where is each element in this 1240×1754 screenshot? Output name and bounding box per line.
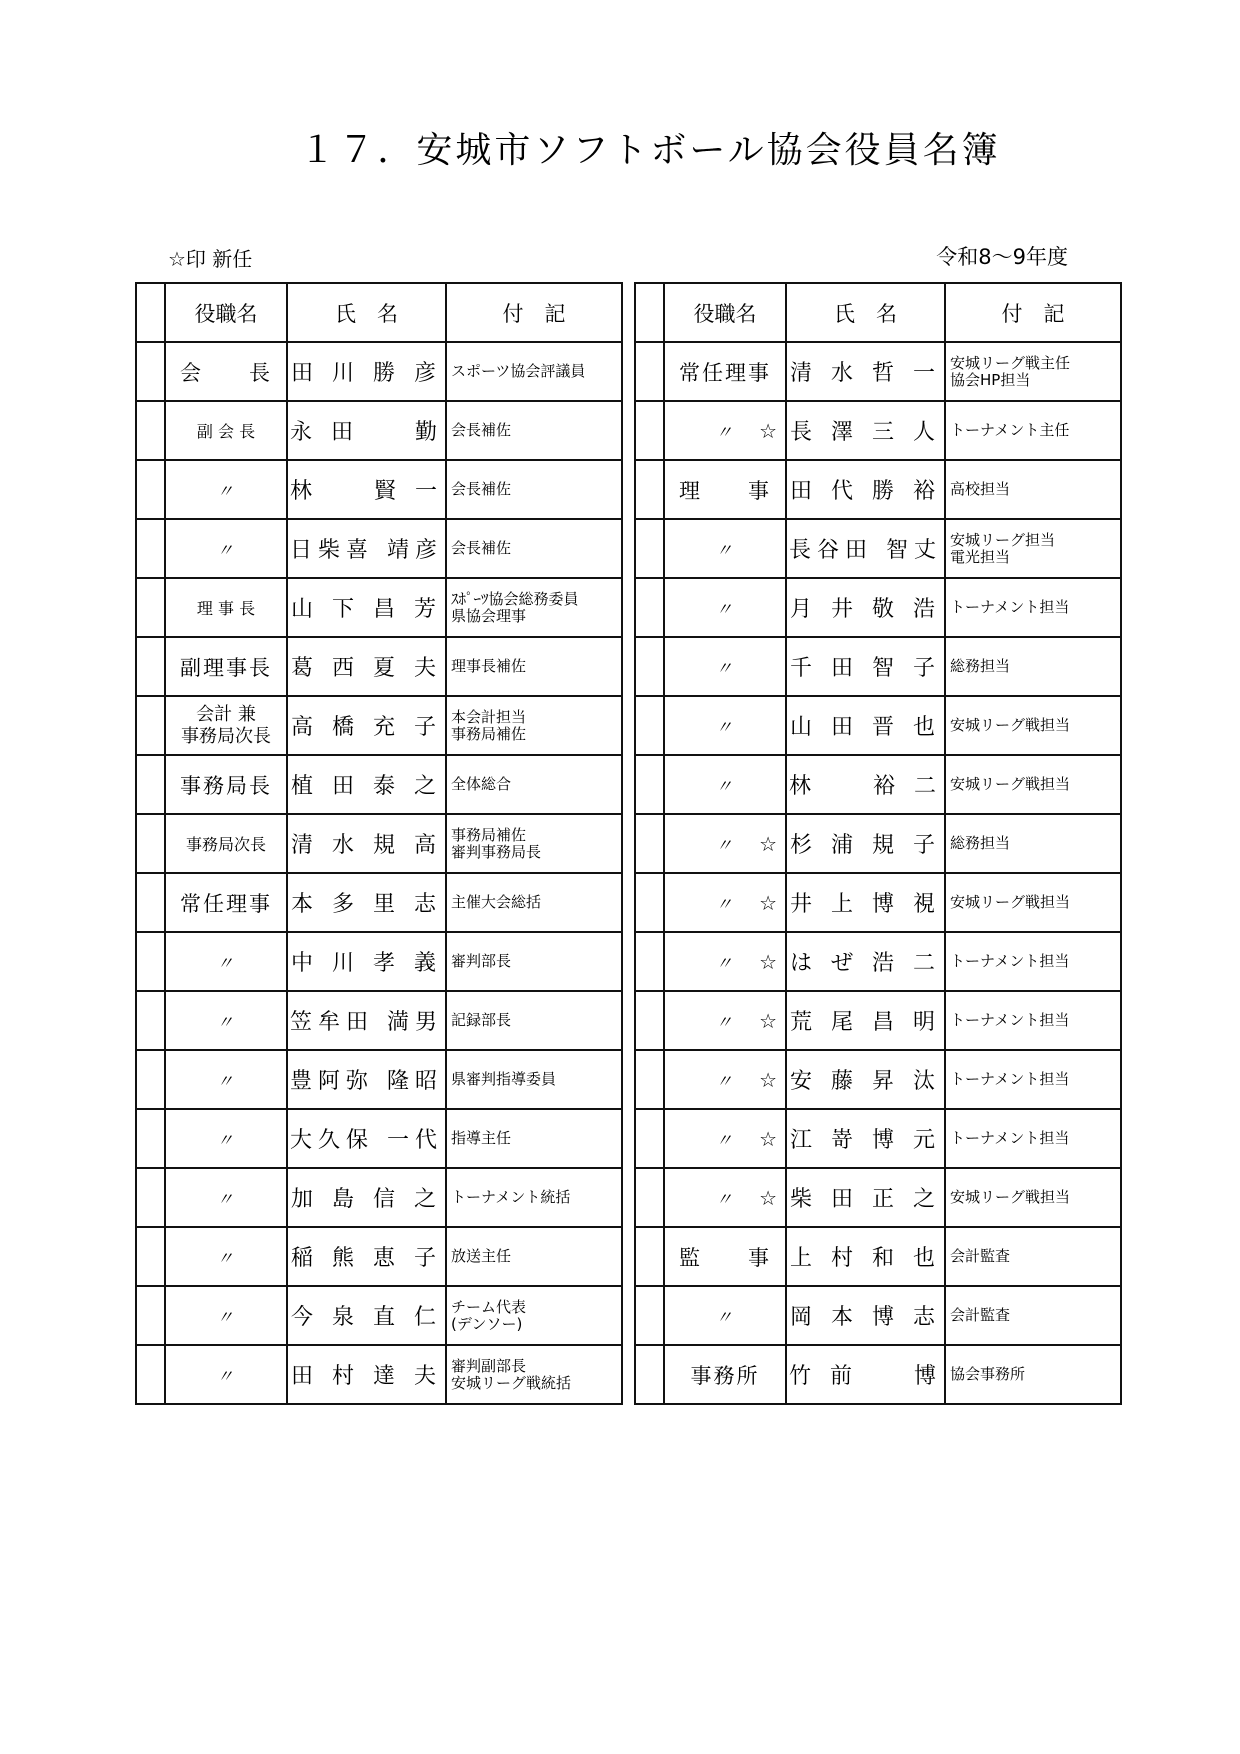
table-row xyxy=(136,578,622,637)
role-text: 〃 xyxy=(715,1013,735,1033)
blank-cell xyxy=(136,755,165,814)
new-appointee-star-icon: ☆ xyxy=(759,1008,779,1033)
role-cell xyxy=(165,755,287,814)
role-text: 理 事 xyxy=(679,478,771,503)
role-cell xyxy=(664,755,786,814)
name-cell: 植 田 泰 之 xyxy=(287,755,446,814)
role-text: 〃 xyxy=(715,541,735,561)
role-cell xyxy=(165,1345,287,1404)
table-row xyxy=(136,1109,622,1168)
role-cell xyxy=(165,578,287,637)
name-cell: 長 澤 三 人 xyxy=(786,401,945,460)
role-cell xyxy=(664,1286,786,1345)
role-text: 〃 xyxy=(715,1072,735,1092)
role-text: 理 事 長 xyxy=(196,599,256,618)
role-cell xyxy=(664,1227,786,1286)
remark-cell: 本会計担当 事務局補佐 xyxy=(446,696,622,755)
role-cell xyxy=(165,1050,287,1109)
role-text: 〃 xyxy=(216,1013,236,1033)
role-cell xyxy=(664,1168,786,1227)
role-cell xyxy=(165,814,287,873)
role-cell xyxy=(664,873,786,932)
new-appointee-star-icon: ☆ xyxy=(759,418,779,443)
role-text: 〃 xyxy=(715,777,735,797)
header-remark: 付 記 xyxy=(945,283,1121,342)
roster-table-left xyxy=(135,282,623,1405)
role-text: 〃 xyxy=(216,482,236,502)
blank-cell xyxy=(136,1050,165,1109)
role-cell xyxy=(664,342,786,401)
remark-cell: 会計監査 xyxy=(945,1286,1121,1345)
role-cell xyxy=(165,1168,287,1227)
remark-cell: 放送主任 xyxy=(446,1227,622,1286)
fiscal-year: 令和8～9年度 xyxy=(936,245,1068,269)
role-cell xyxy=(165,519,287,578)
role-cell xyxy=(664,460,786,519)
blank-cell xyxy=(635,578,664,637)
name-cell: 林 賢 一 xyxy=(287,460,446,519)
roster-table-right xyxy=(634,282,1122,1405)
table-row xyxy=(136,1168,622,1227)
name-cell: 田 代 勝 裕 xyxy=(786,460,945,519)
name-cell: 大久保 一代 xyxy=(287,1109,446,1168)
table-row xyxy=(635,814,1121,873)
blank-cell xyxy=(635,1227,664,1286)
blank-cell xyxy=(635,696,664,755)
role-text: 〃 xyxy=(216,1131,236,1151)
name-cell: 長谷田 智丈 xyxy=(786,519,945,578)
blank-cell xyxy=(635,814,664,873)
role-text: 〃 xyxy=(216,1072,236,1092)
table-row xyxy=(635,578,1121,637)
blank-cell xyxy=(136,637,165,696)
table-row xyxy=(136,342,622,401)
table-row xyxy=(635,401,1121,460)
name-cell: 葛 西 夏 夫 xyxy=(287,637,446,696)
blank-cell xyxy=(635,1286,664,1345)
role-cell xyxy=(165,1227,287,1286)
remark-cell: 安城リーグ戦担当 xyxy=(945,755,1121,814)
blank-cell xyxy=(136,519,165,578)
remark-cell: スポーツ協会評議員 xyxy=(446,342,622,401)
role-text: 会計 兼 事務局次長 xyxy=(181,703,271,747)
remark-cell: トーナメント統括 xyxy=(446,1168,622,1227)
role-cell xyxy=(664,519,786,578)
blank-cell xyxy=(136,696,165,755)
role-cell xyxy=(664,814,786,873)
blank-cell xyxy=(136,1109,165,1168)
name-cell: 田 村 達 夫 xyxy=(287,1345,446,1404)
blank-cell xyxy=(136,1168,165,1227)
name-cell: 稲 熊 恵 子 xyxy=(287,1227,446,1286)
table-row xyxy=(635,1050,1121,1109)
table-row xyxy=(635,637,1121,696)
table-row xyxy=(635,1227,1121,1286)
blank-cell xyxy=(635,873,664,932)
blank-cell xyxy=(635,1168,664,1227)
name-cell: 柴 田 正 之 xyxy=(786,1168,945,1227)
blank-header-cell xyxy=(635,283,664,342)
role-cell xyxy=(664,932,786,991)
table-row xyxy=(136,814,622,873)
remark-cell: 県審判指導委員 xyxy=(446,1050,622,1109)
name-cell: 永 田 勤 xyxy=(287,401,446,460)
new-appointee-star-icon: ☆ xyxy=(759,1126,779,1151)
table-row xyxy=(136,873,622,932)
header-role: 役職名 xyxy=(664,283,786,342)
role-text: 〃 xyxy=(715,1308,735,1328)
name-cell: 井 上 博 視 xyxy=(786,873,945,932)
remark-cell: 会長補佐 xyxy=(446,460,622,519)
role-text: 〃 xyxy=(216,1308,236,1328)
table-row xyxy=(635,519,1121,578)
remark-cell: 会計監査 xyxy=(945,1227,1121,1286)
role-text: 〃 xyxy=(715,1131,735,1151)
role-cell xyxy=(165,637,287,696)
name-cell: 月 井 敬 浩 xyxy=(786,578,945,637)
remark-cell: トーナメント担当 xyxy=(945,578,1121,637)
name-cell: 岡 本 博 志 xyxy=(786,1286,945,1345)
table-row xyxy=(635,1168,1121,1227)
new-appointee-star-icon: ☆ xyxy=(759,949,779,974)
table-row xyxy=(136,1286,622,1345)
blank-cell xyxy=(635,755,664,814)
role-cell xyxy=(165,932,287,991)
blank-cell xyxy=(635,1345,664,1404)
remark-cell: 会長補佐 xyxy=(446,519,622,578)
remark-cell: 会長補佐 xyxy=(446,401,622,460)
role-cell xyxy=(664,696,786,755)
role-cell xyxy=(165,1286,287,1345)
blank-cell xyxy=(635,991,664,1050)
remark-cell: チーム代表 (デンソー) xyxy=(446,1286,622,1345)
table-row xyxy=(136,932,622,991)
remark-cell: トーナメント担当 xyxy=(945,932,1121,991)
blank-cell xyxy=(136,1286,165,1345)
name-cell: 江 嵜 博 元 xyxy=(786,1109,945,1168)
header-name: 氏 名 xyxy=(287,283,446,342)
name-cell: 田 川 勝 彦 xyxy=(287,342,446,401)
blank-cell xyxy=(136,873,165,932)
role-text: 事務所 xyxy=(690,1363,760,1388)
new-appointee-star-icon: ☆ xyxy=(759,831,779,856)
role-text: 常任理事 xyxy=(679,360,771,385)
name-cell: 杉 浦 規 子 xyxy=(786,814,945,873)
name-cell: 高 橋 充 子 xyxy=(287,696,446,755)
name-cell: 安 藤 昇 汰 xyxy=(786,1050,945,1109)
table-row xyxy=(136,460,622,519)
table-row xyxy=(635,991,1121,1050)
role-text: 〃 xyxy=(715,659,735,679)
blank-cell xyxy=(635,637,664,696)
table-row xyxy=(635,460,1121,519)
role-cell xyxy=(664,1345,786,1404)
table-header-row xyxy=(136,283,622,342)
role-cell xyxy=(664,578,786,637)
name-cell: 日柴喜 靖彦 xyxy=(287,519,446,578)
role-text: 副理事長 xyxy=(180,655,272,680)
role-cell xyxy=(165,460,287,519)
role-text: 〃 xyxy=(715,423,735,443)
name-cell: 今 泉 直 仁 xyxy=(287,1286,446,1345)
table-row xyxy=(136,1345,622,1404)
role-cell xyxy=(664,1050,786,1109)
name-cell: 千 田 智 子 xyxy=(786,637,945,696)
new-appointee-star-icon: ☆ xyxy=(759,1185,779,1210)
blank-cell xyxy=(136,401,165,460)
remark-cell: 協会事務所 xyxy=(945,1345,1121,1404)
blank-cell xyxy=(635,519,664,578)
name-cell: は ぜ 浩 二 xyxy=(786,932,945,991)
name-cell: 本 多 里 志 xyxy=(287,873,446,932)
remark-cell: ｽﾎﾟｰﾂ協会総務委員 県協会理事 xyxy=(446,578,622,637)
role-text: 〃 xyxy=(216,1367,236,1387)
name-cell: 笠牟田 満男 xyxy=(287,991,446,1050)
remark-cell: トーナメント担当 xyxy=(945,1050,1121,1109)
table-row xyxy=(136,1050,622,1109)
table-row xyxy=(136,401,622,460)
name-cell: 上 村 和 也 xyxy=(786,1227,945,1286)
table-row xyxy=(635,1345,1121,1404)
name-cell: 林 裕 二 xyxy=(786,755,945,814)
table-row xyxy=(136,519,622,578)
remark-cell: 安城リーグ戦担当 xyxy=(945,873,1121,932)
remark-cell: 安城リーグ戦担当 xyxy=(945,1168,1121,1227)
role-text: 〃 xyxy=(715,718,735,738)
blank-cell xyxy=(136,460,165,519)
remark-cell: 指導主任 xyxy=(446,1109,622,1168)
role-text: 〃 xyxy=(715,836,735,856)
remark-cell: 高校担当 xyxy=(945,460,1121,519)
remark-cell: 安城リーグ担当 電光担当 xyxy=(945,519,1121,578)
header-remark: 付 記 xyxy=(446,283,622,342)
blank-cell xyxy=(635,342,664,401)
remark-cell: 審判部長 xyxy=(446,932,622,991)
remark-cell: トーナメント主任 xyxy=(945,401,1121,460)
blank-cell xyxy=(635,932,664,991)
name-cell: 加 島 信 之 xyxy=(287,1168,446,1227)
name-cell: 山 下 昌 芳 xyxy=(287,578,446,637)
new-appointee-star-icon: ☆ xyxy=(759,890,779,915)
role-cell xyxy=(664,991,786,1050)
remark-cell: 理事長補佐 xyxy=(446,637,622,696)
role-text: 〃 xyxy=(216,541,236,561)
table-row xyxy=(635,342,1121,401)
role-cell xyxy=(165,696,287,755)
role-text: 〃 xyxy=(715,895,735,915)
role-text: 常任理事 xyxy=(180,891,272,916)
table-row xyxy=(635,873,1121,932)
name-cell: 山 田 晋 也 xyxy=(786,696,945,755)
blank-cell xyxy=(136,342,165,401)
role-text: 〃 xyxy=(715,1190,735,1210)
role-cell xyxy=(664,401,786,460)
blank-cell xyxy=(136,991,165,1050)
remark-cell: トーナメント担当 xyxy=(945,991,1121,1050)
table-row xyxy=(635,1109,1121,1168)
blank-cell xyxy=(136,932,165,991)
role-cell xyxy=(165,401,287,460)
header-name: 氏 名 xyxy=(786,283,945,342)
remark-cell: 総務担当 xyxy=(945,637,1121,696)
remark-cell: 総務担当 xyxy=(945,814,1121,873)
table-row xyxy=(136,1227,622,1286)
remark-cell: 安城リーグ戦主任 協会HP担当 xyxy=(945,342,1121,401)
name-cell: 中 川 孝 義 xyxy=(287,932,446,991)
role-cell xyxy=(664,637,786,696)
role-text: 監 事 xyxy=(679,1245,771,1270)
role-text: 〃 xyxy=(216,1249,236,1269)
remark-cell: 記録部長 xyxy=(446,991,622,1050)
role-cell xyxy=(165,991,287,1050)
table-row xyxy=(136,991,622,1050)
table-header-row xyxy=(635,283,1121,342)
role-text: 〃 xyxy=(715,954,735,974)
name-cell: 清 水 規 高 xyxy=(287,814,446,873)
remark-cell: 安城リーグ戦担当 xyxy=(945,696,1121,755)
table-row xyxy=(635,1286,1121,1345)
role-cell xyxy=(664,1109,786,1168)
blank-cell xyxy=(136,814,165,873)
name-cell: 豊阿弥 隆昭 xyxy=(287,1050,446,1109)
blank-cell xyxy=(136,578,165,637)
role-cell xyxy=(165,1109,287,1168)
header-role: 役職名 xyxy=(165,283,287,342)
remark-cell: 審判副部長 安城リーグ戦統括 xyxy=(446,1345,622,1404)
role-text: 〃 xyxy=(715,600,735,620)
role-cell xyxy=(165,873,287,932)
blank-cell xyxy=(635,401,664,460)
new-appointee-legend: ☆印 新任 xyxy=(168,247,253,271)
name-cell: 清 水 哲 一 xyxy=(786,342,945,401)
remark-cell: 主催大会総括 xyxy=(446,873,622,932)
remark-cell: 全体総合 xyxy=(446,755,622,814)
table-row xyxy=(136,755,622,814)
blank-cell xyxy=(635,1050,664,1109)
name-cell: 竹 前 博 xyxy=(786,1345,945,1404)
role-cell xyxy=(165,342,287,401)
remark-cell: 事務局補佐 審判事務局長 xyxy=(446,814,622,873)
role-text: 会 長 xyxy=(180,360,272,385)
blank-cell xyxy=(635,460,664,519)
new-appointee-star-icon: ☆ xyxy=(759,1067,779,1092)
page-title: １７．安城市ソフトボール協会役員名簿 xyxy=(299,130,1001,171)
blank-cell xyxy=(635,1109,664,1168)
table-row xyxy=(136,637,622,696)
blank-cell xyxy=(136,1345,165,1404)
blank-header-cell xyxy=(136,283,165,342)
remark-cell: トーナメント担当 xyxy=(945,1109,1121,1168)
role-text: 事務局長 xyxy=(180,773,272,798)
table-row xyxy=(635,755,1121,814)
blank-cell xyxy=(136,1227,165,1286)
table-row xyxy=(635,696,1121,755)
role-text: 〃 xyxy=(216,1190,236,1210)
role-text: 〃 xyxy=(216,954,236,974)
role-text: 副 会 長 xyxy=(196,422,256,441)
name-cell: 荒 尾 昌 明 xyxy=(786,991,945,1050)
role-text: 事務局次長 xyxy=(185,835,266,854)
table-row xyxy=(635,932,1121,991)
table-row xyxy=(136,696,622,755)
